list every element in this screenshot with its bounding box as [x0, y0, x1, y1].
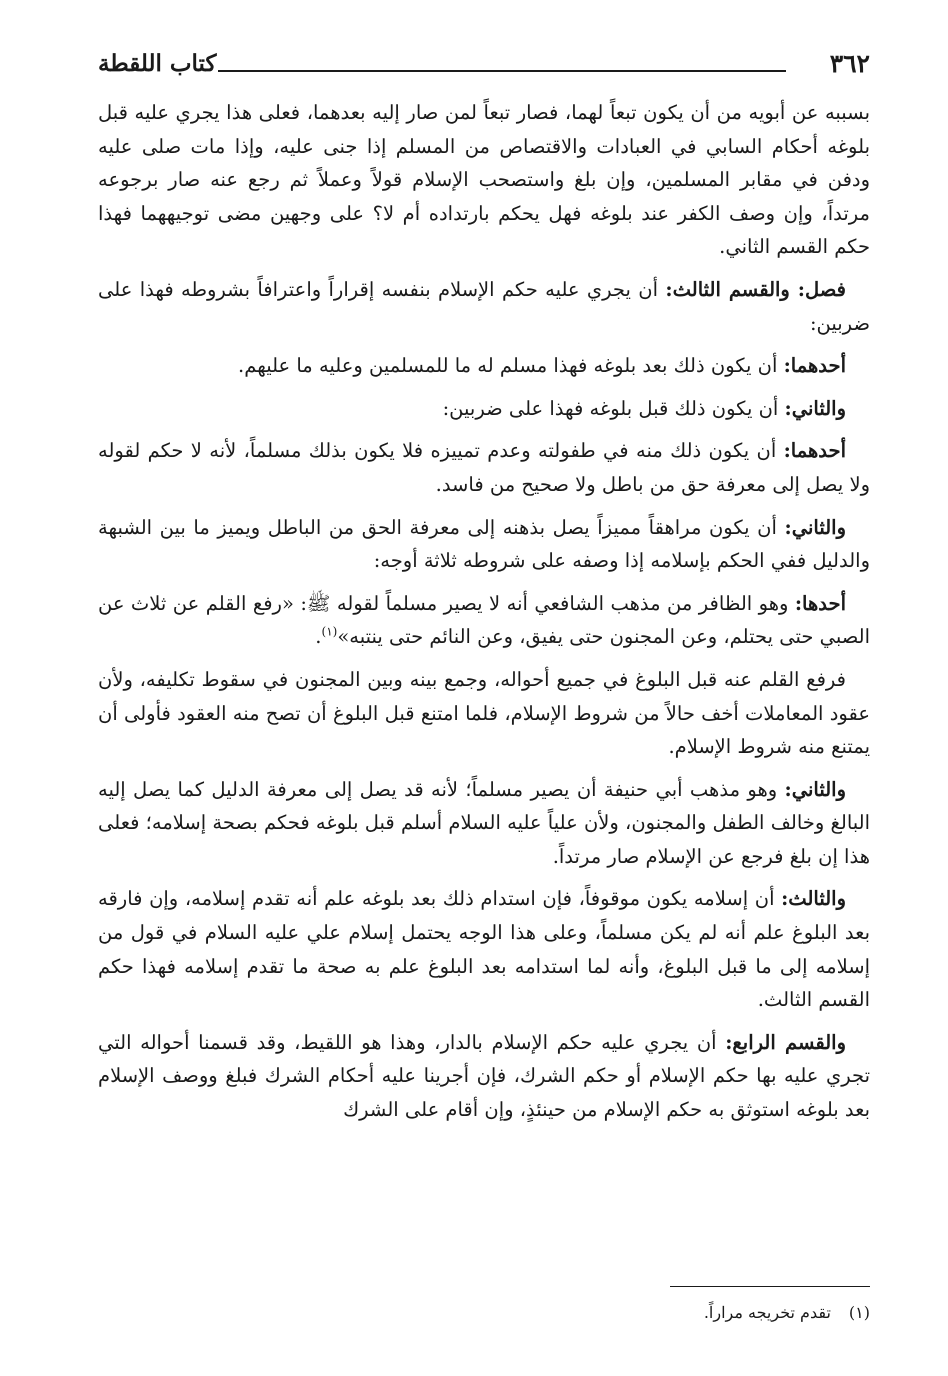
- paragraph: [98, 511, 870, 578]
- paragraph: [98, 349, 870, 383]
- paragraph: [98, 587, 870, 654]
- footnote-number: (١): [848, 1303, 870, 1322]
- paragraph: [98, 882, 870, 1016]
- paragraph-lead: والثاني:: [784, 777, 846, 801]
- paragraph-text: أن يكون مراهقاً مميزاً يصل بذهنه إلى معرفة الحق من الباطل ويميز ما بين الشبهة والدليل ففي الحكم بإسلامه إذا وصفه على شروطه ثلاثة أوجه:: [98, 515, 870, 573]
- paragraph-lead: والقسم الرابع:: [725, 1030, 846, 1054]
- paragraph-lead: أحدها:: [794, 591, 846, 615]
- paragraph: [98, 434, 870, 501]
- footnote: [704, 1300, 870, 1326]
- paragraph-lead: أحدهما:: [783, 354, 846, 378]
- page-number: ٣٦٢: [829, 49, 870, 78]
- footnote-text: تقدم تخريجه مراراً.: [703, 1303, 831, 1322]
- paragraph-text: أن يكون ذلك بعد بلوغه فهذا مسلم له ما للمسلمين وعليه ما عليهم.: [238, 354, 784, 378]
- paragraph: [98, 273, 870, 340]
- footnote-marker[interactable]: (١): [321, 624, 338, 639]
- body-text: [98, 96, 870, 1136]
- paragraph-lead: والثاني:: [784, 515, 846, 539]
- paragraph: [98, 1026, 870, 1127]
- paragraph-lead: فصل: والقسم الثالث:: [665, 277, 846, 301]
- paragraph: [98, 773, 870, 874]
- header-rule: [218, 70, 786, 72]
- paragraph: [98, 392, 870, 426]
- paragraph-text: أن يكون ذلك قبل بلوغه فهذا على ضربين:: [442, 396, 785, 420]
- paragraph-tail: .: [315, 625, 322, 649]
- paragraph-text: أن يجري عليه حكم الإسلام بالدار، وهذا هو اللقيط، وقد قسمنا أحواله التي تجري عليه بها حكم الإسلام أو حكم الشرك، فإن أجرينا عليه أحكام الشرك فبلغ ووصف الإسلام بعد بلوغه استوثق به حكم الإسلام من حينئذٍ، وإن أقام على الشرك: [98, 1030, 870, 1122]
- paragraph-text: بسببه عن أبويه من أن يكون تبعاً لهما، فصار تبعاً لمن صار إليه بعدهما، فعلى هذا يجري عليه قبل بلوغه أحكام السابي في العبادات والاقتصاص من المسلم إذا جنى عليه، وإذا مات صلى عليه ودفن في مقابر المسلمين، وإن بلغ واستصحب الإسلام قولاً وعملاً ثم رجع عنه صار برجوعه مرتداً، وإن وصف الكفر عند بلوغه فهل يحكم بارتداده أم لا؟ على وجهين مضى توجيههما فهذا حكم القسم الثاني.: [98, 101, 870, 259]
- paragraph-text: وهو مذهب أبي حنيفة أن يصير مسلماً؛ لأنه قد يصل إلى معرفة الدليل كما يصل إليه البالغ وخالف الطفل والمجنون، ولأن علياً عليه السلام أسلم قبل بلوغه فحكم بصحة إسلامه؛ فعلى هذا إن بلغ فرجع عن الإسلام صار مرتداً.: [98, 777, 870, 868]
- paragraph-text: فرفع القلم عنه قبل البلوغ في جميع أحواله، وجمع بينه وبين المجنون في سقوط تكليفه، ولأن عقود المعاملات أخف حالاً من شروط الإسلام، فلما امتنع قبل البلوغ أن تصح منه العقود فأولى أن يمتنع منه شروط الإسلام.: [98, 667, 870, 759]
- footnote-divider: [670, 1286, 870, 1287]
- paragraph-text: أن إسلامه يكون موقوفاً، فإن استدام ذلك بعد بلوغه علم أنه تقدم إسلامه، وإن فارقه بعد البلوغ علم أنه لم يكن مسلماً، وعلى هذا الوجه يحتمل إسلام علي عليه السلام في قول من إسلامه إلى ما قبل البلوغ، وأنه لما استدامه بعد البلوغ علم به صحة ما تقدم إسلامه فهذا حكم القسم الثالث.: [98, 887, 870, 1012]
- page-header: [98, 46, 870, 86]
- running-title: كتاب اللقطة: [98, 50, 217, 77]
- paragraph-lead: أحدهما:: [783, 439, 846, 463]
- paragraph-text: أن يجري عليه حكم الإسلام بنفسه إقراراً واعترافاً بشروطه فهذا على ضربين:: [98, 277, 870, 335]
- paragraph: [98, 663, 870, 764]
- paragraph-lead: والثالث:: [781, 887, 846, 911]
- paragraph: [98, 96, 870, 264]
- book-page: [98, 0, 870, 1376]
- paragraph-lead: والثاني:: [784, 396, 846, 420]
- paragraph-text: وهو الظافر من مذهب الشافعي أنه لا يصير مسلماً لقوله ﷺ: «رفع القلم عن ثلاث عن الصبي حتى يحتلم، وعن المجنون حتى يفيق، وعن النائم حتى ينتبه»: [98, 591, 870, 649]
- paragraph-text: أن يكون ذلك منه في طفولته وعدم تمييزه فلا يكون بذلك مسلماً، لأنه لا حكم لقوله ولا يصل إلى معرفة حق من باطل ولا صحيح من فاسد.: [98, 439, 870, 496]
